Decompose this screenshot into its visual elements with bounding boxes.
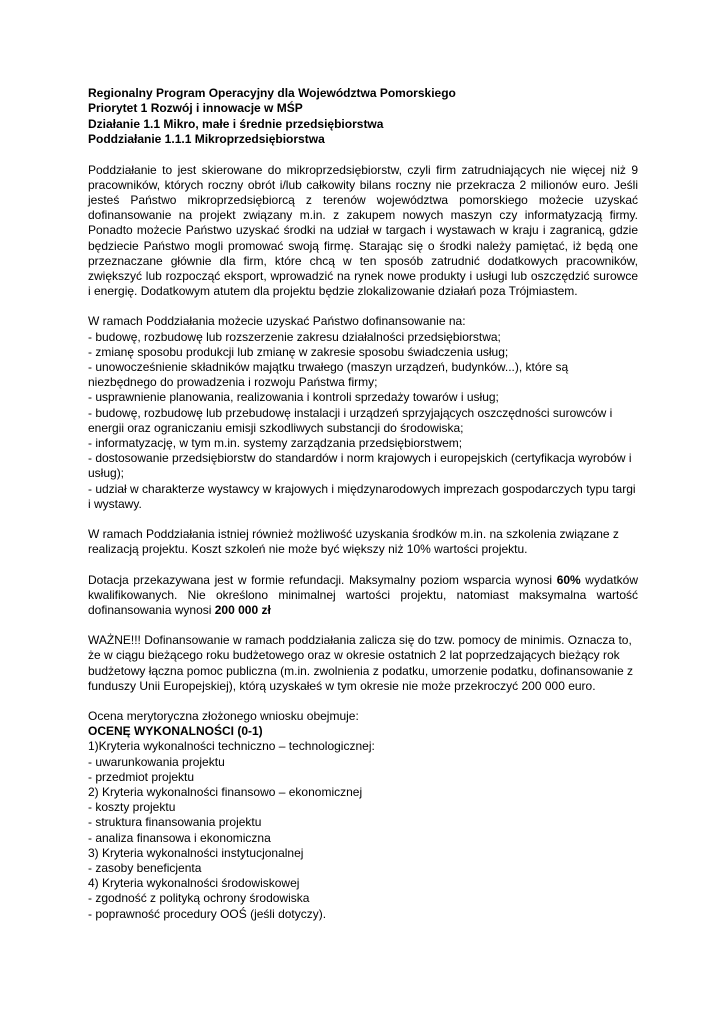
funding-item: - zmianę sposobu produkcji lub zmianę w zakresie sposobu świadczenia usług; bbox=[88, 344, 509, 359]
funding-item: - budowę, rozbudowę lub przebudowę instalacji i urządzeń sprzyjających oszczędności surowców i energii oraz ograniczaniu emisji szkodliwych substancji do środowiska; bbox=[88, 405, 613, 435]
evaluation-item: - zgodność z polityką ochrony środowiska bbox=[88, 891, 310, 906]
program-title: Regionalny Program Operacyjny dla Województwa Pomorskiego bbox=[88, 86, 456, 100]
document-headings bbox=[88, 86, 638, 148]
grant-paragraph bbox=[88, 573, 638, 619]
subaction-title: Poddziałanie 1.1.1 Mikroprzedsiębiorstwa bbox=[88, 132, 325, 147]
grant-max-percent: 60% bbox=[556, 572, 581, 587]
document-page bbox=[88, 86, 638, 922]
action-title: Działanie 1.1 Mikro, małe i średnie przedsiębiorstwa bbox=[88, 116, 384, 131]
important-notice: WAŻNE!!! Dofinansowanie w ramach poddziałania zalicza się do tzw. pomocy de minimis. Oznacza to, że w ciągu bieżącego roku budżetowego oraz w okresie ostatnich 2 lat poprzedzających bieżący rok budżetowy łączna pomoc publiczna (m.in. zwolnienia z podatku, umorzenie podatku, dofinansowanie z funduszy Unii Europejskiej), którą uzyskałeś w tym okresie nie może przekroczyć 200 000 euro. bbox=[88, 633, 633, 693]
evaluation-item: - poprawność procedury OOŚ (jeśli dotyczy). bbox=[88, 906, 327, 921]
evaluation-item: 4) Kryteria wykonalności środowiskowej bbox=[88, 876, 300, 891]
training-paragraph: W ramach Poddziałania istniej również możliwość uzyskania środków m.in. na szkolenia związane z realizacją projektu. Koszt szkoleń nie może być większy niż 10% wartości projektu. bbox=[88, 527, 619, 557]
funding-item: - unowocześnienie składników majątku trwałego (maszyn urządzeń, budynków...), które są niezbędnego do prowadzenia i rozwoju Państwa firmy; bbox=[88, 360, 569, 390]
evaluation-item: - przedmiot projektu bbox=[88, 769, 195, 784]
evaluation-section bbox=[88, 709, 638, 922]
funding-item: - usprawnienie planowania, realizowania i kontroli sprzedaży towarów i usług; bbox=[88, 390, 499, 405]
evaluation-title: OCENĘ WYKONALNOŚCI (0-1) bbox=[88, 724, 263, 739]
grant-text-b: wydatków kwalifikowanych. Nie określono minimalnej wartości projektu, natomiast maksymalna wartość dofinansowania wynosi bbox=[88, 572, 638, 617]
evaluation-item: 1)Kryteria wykonalności techniczno – technologicznej: bbox=[88, 739, 375, 754]
evaluation-item: 3) Kryteria wykonalności instytucjonalnej bbox=[88, 845, 304, 860]
evaluation-lead: Ocena merytoryczna złożonego wniosku obejmuje: bbox=[88, 708, 359, 723]
funding-item: - dostosowanie przedsiębiorstw do standardów i norm krajowych i europejskich (certyfikacja wyrobów i usług); bbox=[88, 451, 632, 481]
priority-title: Priorytet 1 Rozwój i innowacje w MŚP bbox=[88, 101, 303, 116]
funding-item: - budowę, rozbudowę lub rozszerzenie zakresu działalności przedsiębiorstwa; bbox=[88, 329, 501, 344]
funding-section bbox=[88, 314, 638, 512]
funding-item: - informatyzację, w tym m.in. systemy zarządzania przedsiębiorstwem; bbox=[88, 436, 463, 451]
funding-item: - udział w charakterze wystawcy w krajowych i międzynarodowych imprezach gospodarczych typu targi i wystawy. bbox=[88, 481, 636, 511]
evaluation-item: 2) Kryteria wykonalności finansowo – ekonomicznej bbox=[88, 784, 363, 799]
evaluation-item: - koszty projektu bbox=[88, 800, 176, 815]
funding-lead: W ramach Poddziałania możecie uzyskać Państwo dofinansowanie na: bbox=[88, 314, 466, 329]
grant-max-amount: 200 000 zł bbox=[214, 602, 271, 617]
evaluation-item: - analiza finansowa i ekonomiczna bbox=[88, 830, 271, 845]
intro-paragraph: Poddziałanie to jest skierowane do mikroprzedsiębiorstw, czyli firm zatrudniających nie więcej niż 9 pracowników, których roczny obrót i/lub całkowity bilans roczny nie przekracza 2 milionów euro. Jeśli jesteś Państwo mikroprzedsiębiorcą z terenów województwa pomorskiego możecie uzyskać dofinansowanie na projekt związany m.in. z zakupem nowych maszyn czy informatyzacją firmy. Ponadto możecie Państwo uzyskać środki na udział w targach i wystawach w kraju i zagranicą, gdzie będziecie Państwo mogli promować swoją firmę. Starając się o środki należy pamiętać, iż będą one przeznaczane głównie dla firm, które chcą w ten sposób zatrudnić dodatkowych pracowników, zwiększyć lub rozpocząć eksport, wprowadzić na rynek nowe produkty i usługi lub oszczędzić surowce i energię. Dodatkowym atutem dla projektu będzie zlokalizowanie działań poza Trójmiastem. bbox=[88, 162, 638, 299]
evaluation-item: - struktura finansowania projektu bbox=[88, 815, 262, 830]
grant-text-a: Dotacja przekazywana jest w formie refundacji. Maksymalny poziom wsparcia wynosi bbox=[88, 572, 557, 587]
evaluation-item: - zasoby beneficjenta bbox=[88, 860, 202, 875]
evaluation-item: - uwarunkowania projektu bbox=[88, 754, 225, 769]
